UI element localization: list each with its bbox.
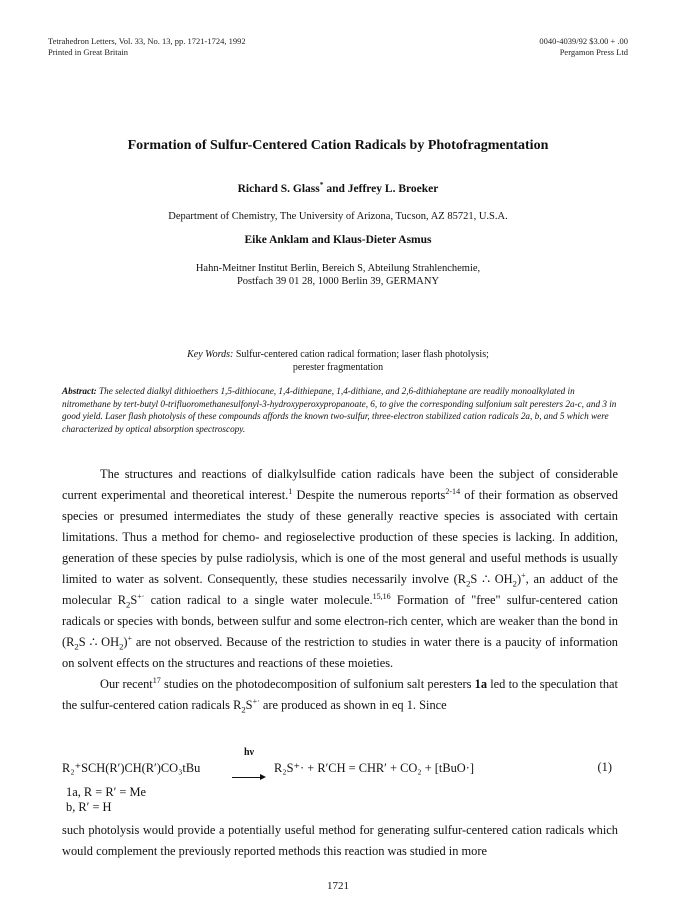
affiliation-berlin xyxy=(0,262,676,288)
key-words-label: Key Words: xyxy=(187,349,234,360)
authors-line-2: Eike Anklam and Klaus-Dieter Asmus xyxy=(244,234,432,246)
paragraph-2: Our recent$^{17}$ studies on the photodecomposition of sulfonium salt peresters 1a led to the speculation that the sulfur-centered cation radicals $R_2S^{+\cdot}$ are produced as shown in eq 1. Since xyxy=(62,675,618,715)
author-glass: Richard S. Glass xyxy=(237,183,320,195)
price-code: 0040-4039/92 $3.00 + .00 xyxy=(539,36,628,46)
citation-line-1: Tetrahedron Letters, Vol. 33, No. 13, pp. 1721-1724, 1992 xyxy=(48,36,246,46)
substituent-definitions xyxy=(66,785,146,815)
ref-2-14: 2-14 xyxy=(445,486,461,496)
paragraph-1: The structures and reactions of dialkylsulfide cation radicals have been the subject of considerable current experimental and theoretical interest.$^1$ Despite the numerous reports$^{2-14}$ of their formation as observed species or presumed intermediates the study of these generally reactive species is associated with certain limitations. Thus a method for chemo- and regioselective production of these species is lacking. In addition, generation of these species by pulse radiolysis, which is one of the most general and useful methods is usually limited to water as solvent. Consequently, these studies necessarily involve ($R_2S$ ∴ $OH_2)^+$, an adduct of the molecular $R_2S^{+\cdot}$ cation radical to a single water molecule.$^{15,16}$ Formation of "free" sulfur-centered cation radicals or species with bonds, between sulfur and some electron-rich center, which are weaker than the bond in ($R_2S$ ∴ $OH_2)^+$ are not observed. Because of the restriction to studies in water there is a paucity of information on solvent effects on the structures and reactions of these moieties. xyxy=(62,467,618,670)
body-text xyxy=(62,464,618,716)
equation-1 xyxy=(62,748,618,778)
affiliation-berlin-line-2: Postfach 39 01 28, 1000 Berlin 39, GERMANY xyxy=(236,276,440,287)
equation-products: R₂S⁺· + R′CH = CHR′ + CO₂ + [tBuO·] xyxy=(274,761,475,775)
ref-1: 1 xyxy=(288,486,293,496)
key-words-line-2: perester fragmentation xyxy=(292,362,384,373)
ref-15-16: 15,16 xyxy=(372,591,391,601)
author-broeker: and Jeffrey L. Broeker xyxy=(323,183,439,195)
publisher-name: Pergamon Press Ltd xyxy=(559,47,628,57)
abstract-text: The selected dialkyl dithioethers 1,5-dithiocane, 1,4-dithiepane, 1,4-dithiane, and 2,6-dithiaheptane are readily monoalkylated in nitromethane by tert-butyl 0-trifluoromethanesulfonyl-3-hydroxyperoxypropanoate, 6, to give the corresponding sulfonium salt peresters 2a-c, and 3 in good yield. Laser flash photolysis of these compounds affords the known two-sulfur, three-electron stabilized cation radicals 2a, b, and 5 which were characterized by optical absorption spectroscopy. xyxy=(62,386,617,434)
arrow-icon xyxy=(232,758,266,768)
affiliation-berlin-line-1: Hahn-Meitner Institut Berlin, Bereich S, Abteilung Strahlenchemie, xyxy=(195,263,481,274)
abstract xyxy=(62,385,618,435)
equation-reactant: R₂⁺SCH(R′)CH(R′)CO₃tBu xyxy=(62,761,201,775)
photolysis-label: hν xyxy=(243,747,255,758)
journal-citation xyxy=(48,36,246,58)
citation-line-2: Printed in Great Britain xyxy=(48,47,129,57)
paragraph-3: such photolysis would provide a potentially useful method for generating sulfur-centered cation radicals which would complement the previously reported methods this reaction was studied in more xyxy=(62,823,618,858)
reaction-arrow xyxy=(232,748,266,768)
substituent-1a: 1a, R = R′ = Me xyxy=(66,785,147,799)
equation-number: (1) xyxy=(597,760,612,774)
page-number: 1721 xyxy=(327,880,349,892)
substituent-1b: b, R′ = H xyxy=(66,800,112,814)
abstract-label: Abstract: xyxy=(62,386,97,396)
key-words xyxy=(0,348,676,374)
ref-17: 17 xyxy=(152,675,161,685)
key-words-line-1: Sulfur-centered cation radical formation; laser flash photolysis; xyxy=(233,349,489,360)
affiliation-arizona: Department of Chemistry, The University of Arizona, Tucson, AZ 85721, U.S.A. xyxy=(168,211,508,222)
article-title: Formation of Sulfur-Centered Cation Radicals by Photofragmentation xyxy=(127,138,549,153)
compound-1a: 1a xyxy=(474,677,488,691)
publisher-info xyxy=(539,36,628,58)
authors-line-1 xyxy=(0,180,676,195)
corresponding-author-mark: * xyxy=(319,180,324,190)
